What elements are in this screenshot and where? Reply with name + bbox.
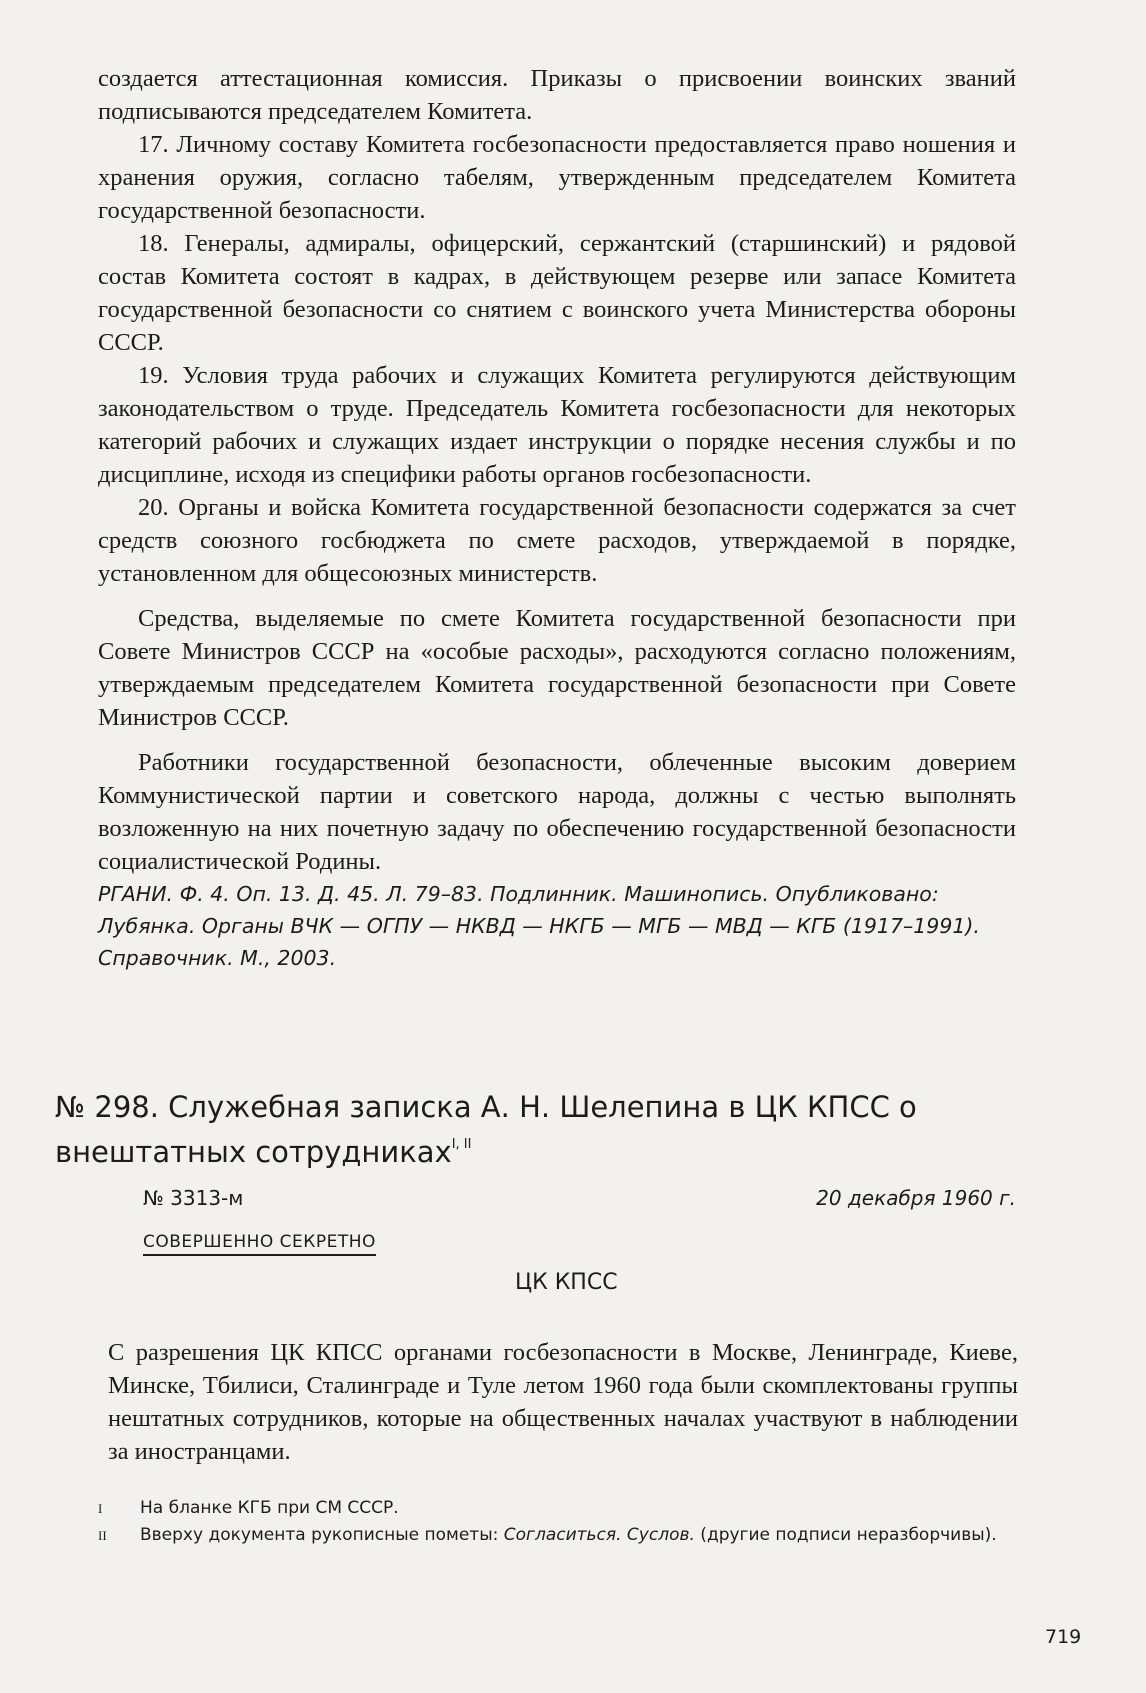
- footnote-mark: I: [98, 1501, 103, 1516]
- footnotes: [98, 1495, 1016, 1549]
- letter-body: С разрешения ЦК КПСС органами госбезопасности в Москве, Ленинграде, Киеве, Минске, Тбилиси, Сталинграде и Туле летом 1960 года были скомплектованы группы нештатных сотрудников, которые на общественных началах участвуют в наблюдении за иностранцами.: [108, 1339, 1018, 1465]
- paragraph-20: 20. Органы и войска Комитета государственной безопасности содержатся за счет средств союзного госбюджета по смете расходов, утверждаемой в порядке, установленном для общесоюзных министерств.: [98, 494, 1016, 587]
- document-meta: [143, 1186, 1016, 1210]
- footnote-text: На бланке КГБ при СМ СССР.: [140, 1498, 399, 1518]
- footnote: [98, 1495, 1016, 1522]
- main-text: [98, 62, 1016, 974]
- document-title: [55, 1088, 1015, 1171]
- addressee: ЦК КПСС: [515, 1270, 618, 1295]
- footnote: [98, 1522, 1016, 1549]
- page-number: 719: [1045, 1626, 1082, 1648]
- paragraph-closing: Работники государственной безопасности, облеченные высоким доверием Коммунистической партии и советского народа, должны с честью выполнять возложенную на них почетную задачу по обеспечению государственной безопасности социалистической Родины.: [98, 749, 1016, 875]
- classification-label: СОВЕРШЕННО СЕКРЕТНО: [143, 1232, 376, 1256]
- paragraph-18: 18. Генералы, адмиралы, офицерский, сержантский (старшинский) и рядовой состав Комитета состоят в кадрах, в действующем резерве или запасе Комитета государственной безопасности со снятием с воинского учета Министерства обороны СССР.: [98, 230, 1016, 356]
- title-footnote-marks: I, II: [451, 1137, 472, 1152]
- paragraph-17: 17. Личному составу Комитета госбезопасности предоставляется право ношения и хранения оружия, согласно табелям, утвержденным председателем Комитета государственной безопасности.: [98, 131, 1016, 224]
- paragraph-special-expenses: Средства, выделяемые по смете Комитета государственной безопасности при Совете Министров СССР на «особые расходы», расходуются согласно положениям, утверждаемым председателем Комитета государственной безопасности при Совете Министров СССР.: [98, 605, 1016, 731]
- document-title-text: № 298. Служебная записка А. Н. Шелепина в ЦК КПСС о внештатных сотрудниках: [55, 1090, 917, 1169]
- footnote-mark: II: [98, 1528, 107, 1543]
- document-number: № 3313-м: [143, 1186, 244, 1210]
- paragraph-19: 19. Условия труда рабочих и служащих Комитета регулируются действующим законодательством о труде. Председатель Комитета госбезопасности для некоторых категорий рабочих и служащих издает инструкции о порядке несения службы и по дисциплине, исходя из специфики работы органов госбезопасности.: [98, 362, 1016, 488]
- document-date: 20 декабря 1960 г.: [816, 1186, 1016, 1210]
- footnote-text: Вверху документа рукописные пометы: Согласиться. Суслов. (другие подписи неразборчивы).: [140, 1525, 997, 1545]
- paragraph-continuation: создается аттестационная комиссия. Приказы о присвоении воинских званий подписываются председателем Комитета.: [98, 65, 1016, 125]
- source-note: РГАНИ. Ф. 4. Оп. 13. Д. 45. Л. 79–83. Подлинник. Машинопись. Опубликовано: Лубянка. Органы ВЧК — ОГПУ — НКВД — НКГБ — МГБ — МВД — КГБ (1917–1991). Справочник. М., 2003.: [98, 882, 980, 970]
